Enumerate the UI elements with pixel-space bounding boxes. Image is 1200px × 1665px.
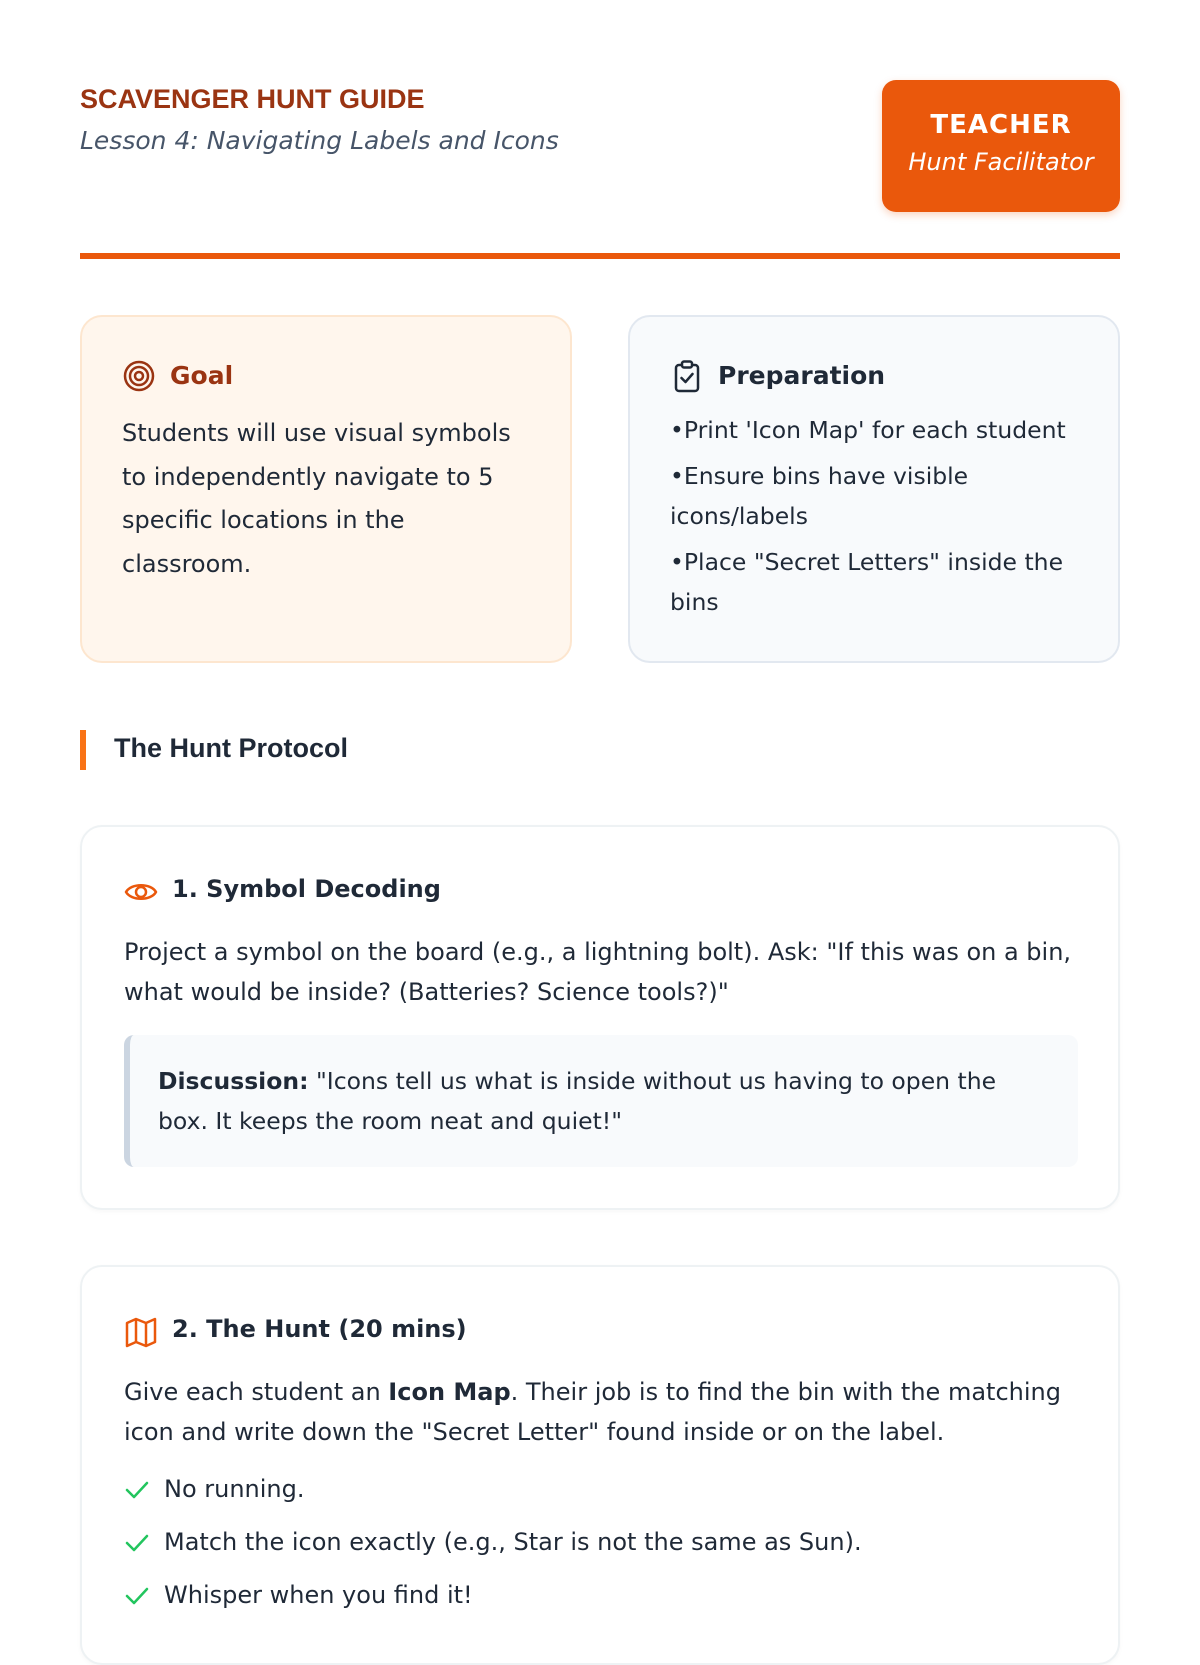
eye-icon [124,875,158,909]
section-title: The Hunt Protocol [114,733,348,763]
target-icon [122,359,156,393]
map-icon [124,1315,158,1349]
step-body-pre: Give each student an [124,1378,389,1406]
step-title: 1. Symbol Decoding [172,875,441,903]
clipboard-check-icon [670,359,704,393]
step-title: 2. The Hunt (20 mins) [172,1315,467,1343]
preparation-card [628,315,1120,663]
guide-header [80,80,1120,220]
rule-text: No running. [164,1475,305,1503]
step-body [124,1372,1074,1452]
preparation-list [670,410,1090,628]
step-body-post: . Their job is to find the bin with the matching icon and write down the "Secret Letter" found inside or on the label. [124,1378,1061,1446]
role-badge [882,80,1120,212]
check-icon [124,1583,150,1609]
list-item: • Ensure bins have visible icons/labels [670,456,1090,536]
step-card-the-hunt [80,1265,1120,1665]
step-body: Project a symbol on the board (e.g., a lightning bolt). Ask: "If this was on a bin, what would be inside? (Batteries? Science tools?)" [124,938,1072,1006]
section-accent-bar [80,730,86,770]
goal-card [80,315,572,663]
rules-list [124,1469,862,1628]
rule-text: Match the icon exactly (e.g., Star is not the same as Sun). [164,1528,862,1556]
step-body-bold: Icon Map [388,1378,511,1406]
list-item [124,1522,862,1575]
goal-text: Students will use visual symbols to independently navigate to 5 specific locations in the classroom. [122,419,511,578]
role-label: TEACHER [930,110,1072,140]
list-item: • Place "Secret Letters" inside the bins [670,542,1090,622]
role-subtitle: Hunt Facilitator [908,148,1094,176]
header-divider [80,253,1120,259]
check-icon [124,1530,150,1556]
guide-kicker: SCAVENGER HUNT GUIDE [80,84,425,114]
goal-title: Goal [170,361,234,390]
preparation-title: Preparation [718,361,886,390]
discussion-label: Discussion: [158,1067,309,1095]
discussion-callout [124,1035,1078,1167]
step-card-symbol-decoding [80,825,1120,1210]
check-icon [124,1477,150,1503]
list-item [124,1469,862,1522]
rule-text: Whisper when you find it! [164,1581,473,1609]
lesson-subtitle: Lesson 4: Navigating Labels and Icons [80,126,559,155]
discussion-text: "Icons tell us what is inside without us having to open the box. It keeps the room neat and quiet!" [158,1067,997,1135]
list-item [124,1575,862,1628]
list-item: • Print 'Icon Map' for each student [670,410,1090,450]
